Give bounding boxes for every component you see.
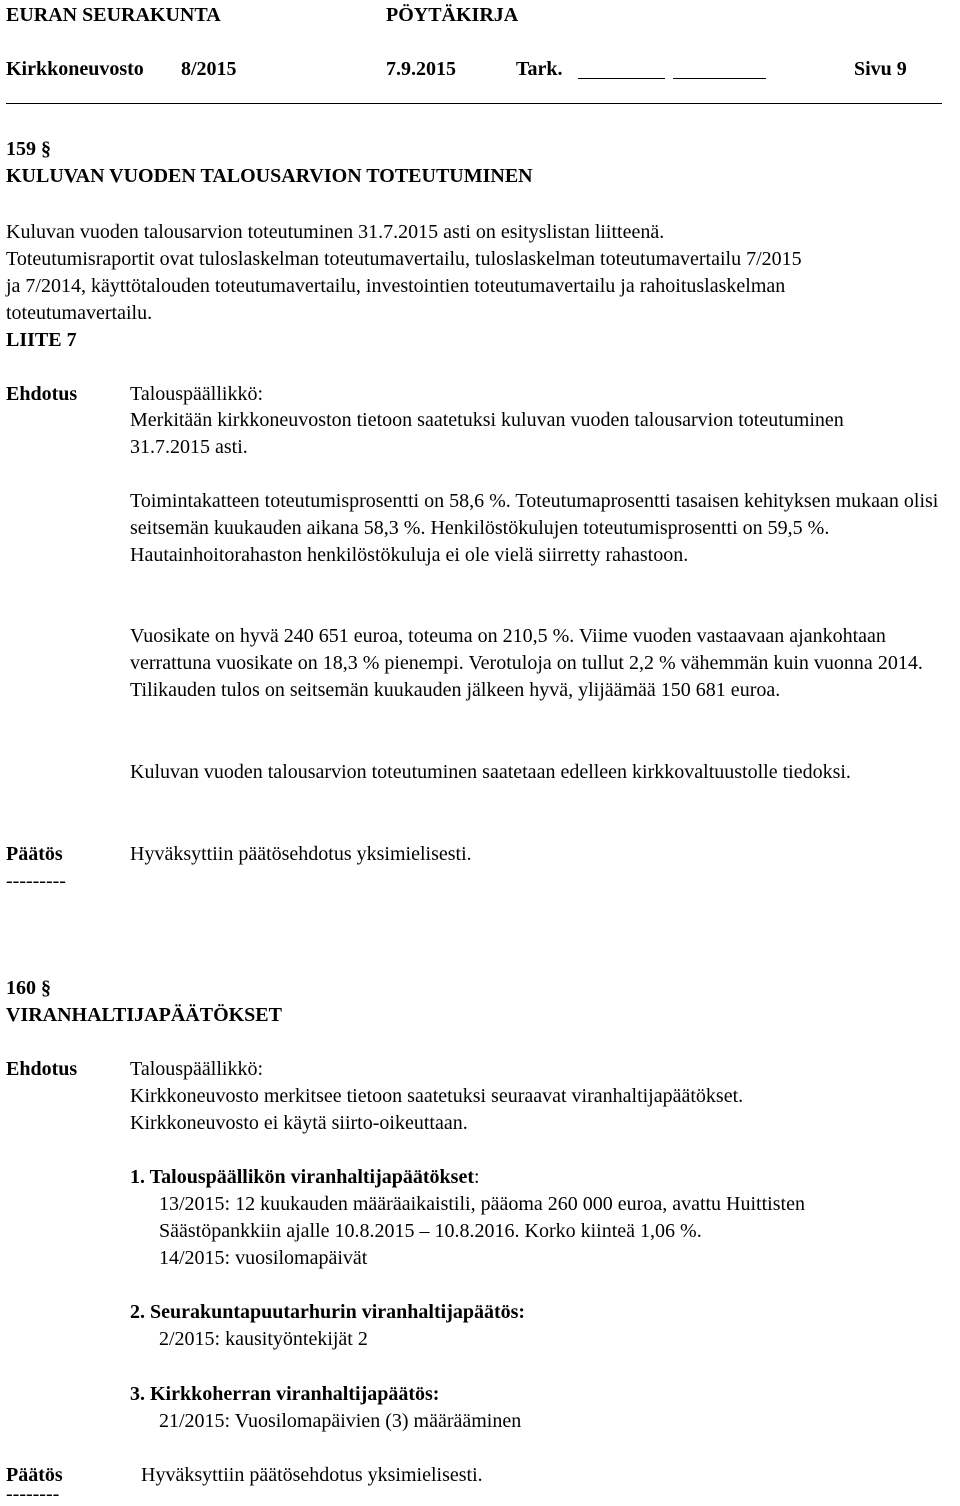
section-separator: --------- — [6, 870, 66, 892]
proposal-paragraph-3: Vuosikate on hyvä 240 651 euroa, toteuma on 210,5 %. Viime vuoden vastaavaan ajankohtaan verrattuna vuosikate on 18,3 % pienempi. Verotuloja on tullut 2,2 % vähemmän kuin vuonna 2014. Tilikauden tulos on seitsemän kuukauden jälkeen hyvä, ylijäämää 150 681 euroa. — [130, 625, 923, 701]
intro-line-3: ja 7/2014, käyttötalouden toteutumavertailu, investointien toteutumavertailu ja rahoituslaskelman — [6, 275, 786, 297]
decision-label: Päätös — [6, 843, 63, 865]
intro-line-4: toteutumavertailu. — [6, 302, 153, 324]
intro-line-1: Kuluvan vuoden talousarvion toteutuminen 31.7.2015 asti on esityslistan liitteenä. — [6, 221, 665, 243]
item-number: 2. — [130, 1301, 145, 1323]
intro-line-2: Toteutumisraportit ovat tuloslaskelman toteutumavertailu, tuloslaskelman toteutumavertailu 7/2015 — [6, 248, 802, 270]
document-type: PÖYTÄKIRJA — [386, 4, 519, 26]
decision-label: Päätös — [6, 1464, 63, 1486]
section-159-number — [6, 136, 51, 162]
item-1-line-3: 14/2015: vuosilomapäivät — [159, 1247, 368, 1269]
item-3-line-1: 21/2015: Vuosilomapäivien (3) määrääminen — [159, 1410, 522, 1432]
meeting-number: 8/2015 — [181, 58, 237, 80]
meeting-date: 7.9.2015 — [386, 58, 456, 80]
item-heading-text: Seurakuntapuutarhurin viranhaltijapäätös: — [150, 1301, 526, 1323]
section-160-title: VIRANHALTIJAPÄÄTÖKSET — [6, 1004, 282, 1026]
paragraph-sign: § — [41, 977, 51, 999]
section-number: 159 — [6, 138, 36, 160]
header-divider — [6, 103, 942, 104]
paragraph-sign: § — [41, 138, 51, 160]
item-1-line-2: Säästöpankkiin ajalle 10.8.2015 – 10.8.2016. Korko kiinteä 1,06 %. — [159, 1220, 702, 1242]
item-heading-text: Talouspäällikön viranhaltijapäätökset — [149, 1166, 474, 1188]
checked-signature-line-1 — [578, 78, 665, 79]
proposal-paragraph-4: Kuluvan vuoden talousarvion toteutuminen saatetaan edelleen kirkkovaltuustolle tiedoksi. — [130, 761, 851, 783]
proposer: Talouspäällikkö: — [130, 383, 264, 405]
proposal-paragraph-1: Merkitään kirkkoneuvoston tietoon saatetuksi kuluvan vuoden talousarvion toteutuminen 31.7.2015 asti. — [130, 409, 844, 458]
item-3-heading — [130, 1381, 439, 1407]
page-number: Sivu 9 — [854, 58, 907, 80]
checked-signature-line-2 — [673, 78, 766, 79]
item-2-line-1: 2/2015: kausityöntekijät 2 — [159, 1328, 368, 1350]
section-separator: -------- — [6, 1483, 60, 1505]
proposal-line-2: Kirkkoneuvosto ei käytä siirto-oikeuttaan. — [130, 1112, 468, 1134]
decision-text: Hyväksyttiin päätösehdotus yksimielisesti. — [141, 1464, 483, 1486]
item-heading-text: Kirkkoherran viranhaltijapäätös: — [150, 1383, 440, 1405]
item-1-line-1: 13/2015: 12 kuukauden määräaikaistili, pääoma 260 000 euroa, avattu Huittisten — [159, 1193, 805, 1215]
proposal-paragraph-2: Toimintakatteen toteutumisprosentti on 58,6 %. Toteutumaprosentti tasaisen kehityksen mukaan olisi seitsemän kuukauden aikana 58,3 %. Henkilöstökulujen toteutumisprosentti on 59,5 %. Hautainhoitorahaston henkilöstökuluja ei ole vielä siirretty rahastoon. — [130, 490, 939, 566]
org-name: EURAN SEURAKUNTA — [6, 4, 221, 26]
section-160-number — [6, 975, 51, 1001]
proposal-line-1: Kirkkoneuvosto merkitsee tietoon saatetuksi seuraavat viranhaltijapäätökset. — [130, 1085, 744, 1107]
item-1-heading — [130, 1164, 480, 1190]
meeting-body: Kirkkoneuvosto — [6, 58, 144, 80]
item-number: 1. — [130, 1166, 145, 1188]
proposer: Talouspäällikkö: — [130, 1058, 264, 1080]
proposal-label: Ehdotus — [6, 1058, 78, 1080]
item-heading-colon: : — [474, 1166, 480, 1188]
section-159-title: KULUVAN VUODEN TALOUSARVION TOTEUTUMINEN — [6, 165, 533, 187]
section-number: 160 — [6, 977, 36, 999]
attachment-ref: LIITE 7 — [6, 329, 77, 351]
decision-text: Hyväksyttiin päätösehdotus yksimielisesti. — [130, 843, 472, 865]
item-2-heading — [130, 1299, 525, 1325]
checked-label: Tark. — [516, 58, 563, 80]
proposal-label: Ehdotus — [6, 383, 78, 405]
item-number: 3. — [130, 1383, 145, 1405]
